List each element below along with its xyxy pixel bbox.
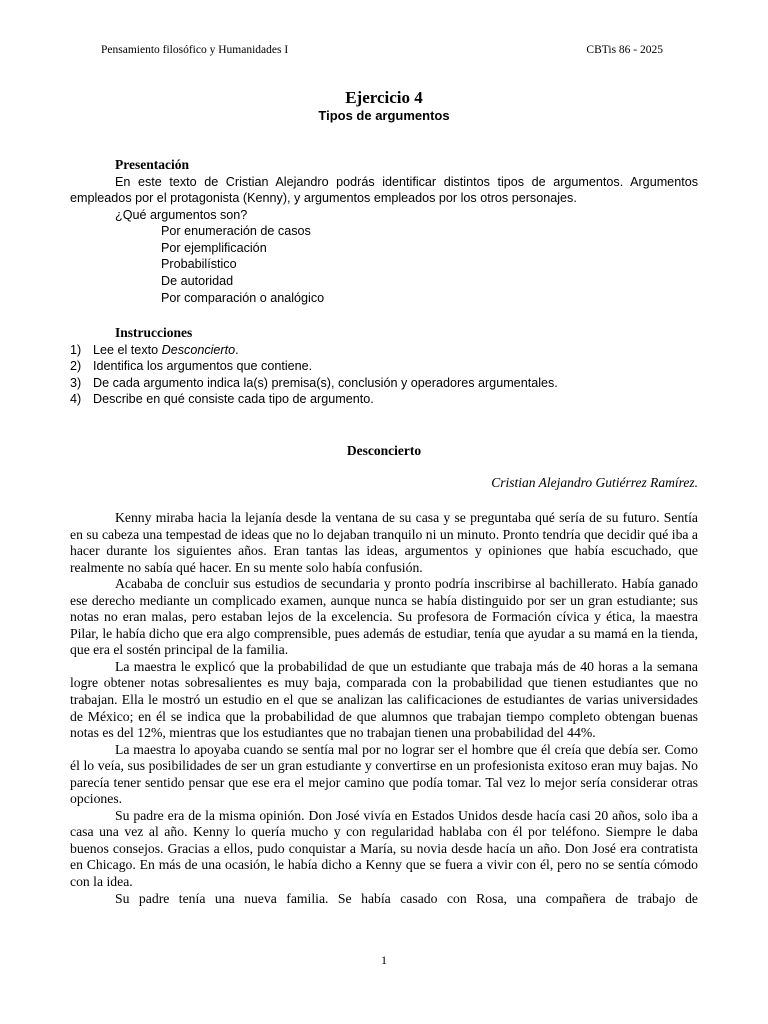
instruction-text-pre: Lee el texto	[93, 342, 162, 357]
argument-type-item: Por ejemplificación	[161, 240, 267, 255]
exercise-title: Ejercicio 4	[345, 88, 423, 107]
page-header	[101, 44, 663, 56]
argument-type-item: De autoridad	[161, 274, 234, 289]
story-paragraph: La maestra le explicó que la probabilidad de que un estudiante que trabaja más de 40 horas a la semana logre obtener notas sobresalientes es muy baja, comparada con la probabilidad que tienen estudiantes que no trabajan. Ella le mostró un estudio en el que se analizan las calificaciones de estudiantes de varias universidades de México; en él se indica que la probabilidad de que alumnos que trabajan tiempo completo obtengan buenas notas es del 12%, mientras que los estudiantes que no trabajan tienen una probabilidad del 44%.	[70, 658, 698, 741]
story-author: Cristian Alejandro Gutiérrez Ramírez.	[491, 475, 698, 490]
instruction-text-post: .	[235, 342, 239, 357]
argument-types-list	[70, 223, 698, 306]
instruction-text	[93, 342, 239, 359]
instruction-number: 2)	[70, 359, 82, 374]
instruction-number: 1)	[70, 342, 82, 357]
instruction-number: 4)	[70, 392, 82, 407]
header-school-year: CBTis 86 - 2025	[586, 44, 663, 56]
story-body	[70, 510, 698, 907]
story-paragraph: Su padre tenía una nueva familia. Se había casado con Rosa, una compañera de trabajo de	[115, 890, 698, 906]
instruction-text: Describe en qué consiste cada tipo de argumento.	[93, 392, 374, 407]
page-number: 1	[381, 953, 387, 967]
exercise-subtitle: Tipos de argumentos	[318, 108, 450, 123]
story-paragraph: Kenny miraba hacia la lejanía desde la ventana de su casa y se preguntaba qué sería de su futuro. Sentía en su cabeza una tempestad de ideas que no lo dejaban tranquilo ni un minuto. Pronto tendría que decidir qué iba a hacer durante los siguientes años. Eran tantas las ideas, argumentos y opiniones que había escuchado, que realmente no sabía qué hacer. En su mente solo había confusión.	[70, 510, 698, 575]
header-course-title: Pensamiento filosófico y Humanidades I	[101, 44, 289, 56]
story-paragraph: Su padre era de la misma opinión. Don José vivía en Estados Unidos desde hacía casi 20 años, solo iba a casa una vez al año. Kenny lo quería mucho y con regularidad hablaba con él por teléfono. Siempre le daba buenos consejos. Gracias a ellos, pudo conquistar a María, su novia desde hacía un año. Don José era contratista en Chicago. En más de una ocasión, le había dicho a Kenny que se fuera a vivir con él, pero no se sentía cómodo con la idea.	[70, 807, 698, 890]
instructions-list	[70, 342, 698, 408]
instrucciones-section	[70, 325, 698, 408]
instruction-item	[70, 342, 698, 359]
presentacion-section	[70, 157, 698, 306]
story-paragraph: La maestra lo apoyaba cuando se sentía mal por no lograr ser el hombre que él creía que debía ser. Como él lo veía, sus posibilidades de ser un gran estudiante y convertirse en un profesionista exitoso eran muy bajas. No parecía tener sentido pensar que ese era el mejor camino que podía tomar. Tal vez lo mejor sería considerar otras opciones.	[70, 741, 698, 807]
story-title: Desconcierto	[346, 443, 422, 458]
presentacion-question: ¿Qué argumentos son?	[115, 207, 248, 222]
presentacion-heading: Presentación	[115, 157, 189, 172]
presentacion-body: En este texto de Cristian Alejandro podrás identificar distintos tipos de argumentos. Argumentos empleados por el protagonista (Kenny), y argumentos empleados por los otros personajes.	[70, 174, 698, 206]
argument-type-item: Por enumeración de casos	[161, 224, 311, 239]
instruction-text: Identifica los argumentos que contiene.	[93, 359, 313, 374]
argument-type-item: Probabilístico	[161, 257, 237, 272]
instruction-number: 3)	[70, 375, 82, 390]
argument-type-item: Por comparación o analógico	[161, 290, 325, 305]
instruction-text-title: Desconcierto	[161, 342, 236, 357]
story-paragraph: Acababa de concluir sus estudios de secundaria y pronto podría inscribirse al bachillerato. Había ganado ese derecho mediante un complicado examen, aunque nunca se había distinguido por ser un gran estudiante; sus notas no eran malas, pero estaban lejos de la excelencia. Su profesora de Formación cívica y ética, la maestra Pilar, le había dicho que era algo comprensible, pues además de estudiar, tenía que ayudar a su mamá en la tienda, que era el sostén principal de la familia.	[70, 576, 698, 658]
instrucciones-heading: Instrucciones	[115, 325, 193, 340]
title-block	[0, 88, 768, 124]
instruction-item	[70, 375, 698, 392]
instruction-text: De cada argumento indica la(s) premisa(s), conclusión y operadores argumentales.	[93, 375, 558, 390]
instruction-item	[70, 358, 698, 375]
instruction-item	[70, 391, 698, 408]
